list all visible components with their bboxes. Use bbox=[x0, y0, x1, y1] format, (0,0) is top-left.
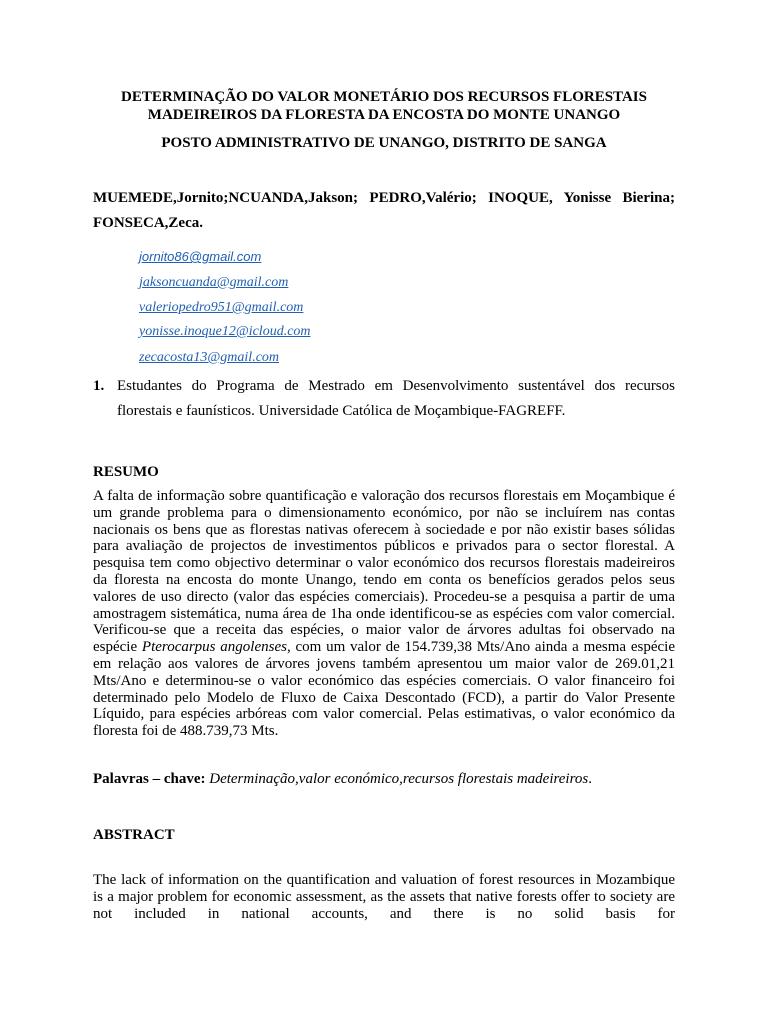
email-link[interactable]: zecacosta13@gmail.com bbox=[139, 350, 280, 365]
resumo-heading: RESUMO bbox=[93, 464, 159, 480]
affiliation-text: Estudantes do Programa de Mestrado em Desenvolvimento sustentável dos recursos florestais e faunísticos. Universidade Católica de Moçambique-FAGREFF. bbox=[117, 378, 675, 419]
keywords-label: Palavras – chave: bbox=[93, 771, 206, 787]
abstract-heading: ABSTRACT bbox=[93, 827, 175, 843]
abstract-text: The lack of information on the quantification and valuation of forest resources in Mozambique is a major problem for economic assessment, as the assets that native forests offer to society are not included in national accounts, and there is no solid basis for bbox=[93, 872, 675, 922]
email-link[interactable]: yonisse.inoque12@icloud.com bbox=[139, 324, 311, 339]
species-name: Pterocarpus angolenses bbox=[141, 639, 287, 656]
keywords-end: . bbox=[588, 771, 592, 787]
resumo-text bbox=[93, 488, 675, 740]
subtitle: POSTO ADMINISTRATIVO DE UNANGO, DISTRITO DE SANGA bbox=[161, 135, 607, 151]
keywords-text: Determinação,valor económico,recursos florestais madeireiros bbox=[209, 771, 589, 787]
email-link[interactable]: valeriopedro951@gmail.com bbox=[139, 300, 304, 315]
resumo-text-part-1: A falta de informação sobre quantificação e valoração dos recursos florestais em Moçambique é um grande problema para o dimensionamento económico, por não se incluírem nas contas nacionais os bens que as florestas nativas oferecem à sociedade e por não existir bases sólidas para avaliação de projectos de investimentos públicos e privados para o sector florestal. A pesquisa tem como objectivo determinar o valor económico dos recursos florestais madeireiros da floresta na encosta do monte Unango, tendo em conta os benefícios gerados pelos seus valores de uso directo (valor das espécies comerciais). Procedeu-se a pesquisa a partir de uma amostragem sistemática, numa área de 1ha onde identificou-se as espécies com valor comercial. Verificou-se que a receita das espécies, o maior valor de árvores adultas foi observado na espécie bbox=[93, 488, 675, 656]
resumo-text-part-2: , com um valor de 154.739,38 Mts/Ano ainda a mesma espécie em relação aos valores de árvores jovens também apresentou um maior valor de 269.01,21 Mts/Ano e determinou-se o valor económico das espécies comerciais. O valor financeiro foi determinado pelo Modelo de Fluxo de Caixa Descontado (FCD), a partir do Valor Presente Líquido, para espécies arbóreas com valor comercial. Pelas estimativas, o valor económico da floresta foi de 488.739,73 Mts. bbox=[93, 639, 676, 740]
author-list: MUEMEDE,Jornito;NCUANDA,Jakson; PEDRO,Valério; INOQUE, Yonisse Bierina; FONSECA,Zeca. bbox=[93, 190, 675, 231]
affiliation-number: 1. bbox=[93, 378, 105, 394]
email-link[interactable]: jaksoncuanda@gmail.com bbox=[139, 275, 289, 290]
title-line-2: MADEIREIROS DA FLORESTA DA ENCOSTA DO MONTE UNANGO bbox=[147, 107, 621, 123]
title-line-1: DETERMINAÇÃO DO VALOR MONETÁRIO DOS RECURSOS FLORESTAIS bbox=[121, 89, 647, 105]
keywords bbox=[93, 770, 592, 788]
email-link[interactable]: jornito86@gmail.com bbox=[139, 249, 262, 264]
